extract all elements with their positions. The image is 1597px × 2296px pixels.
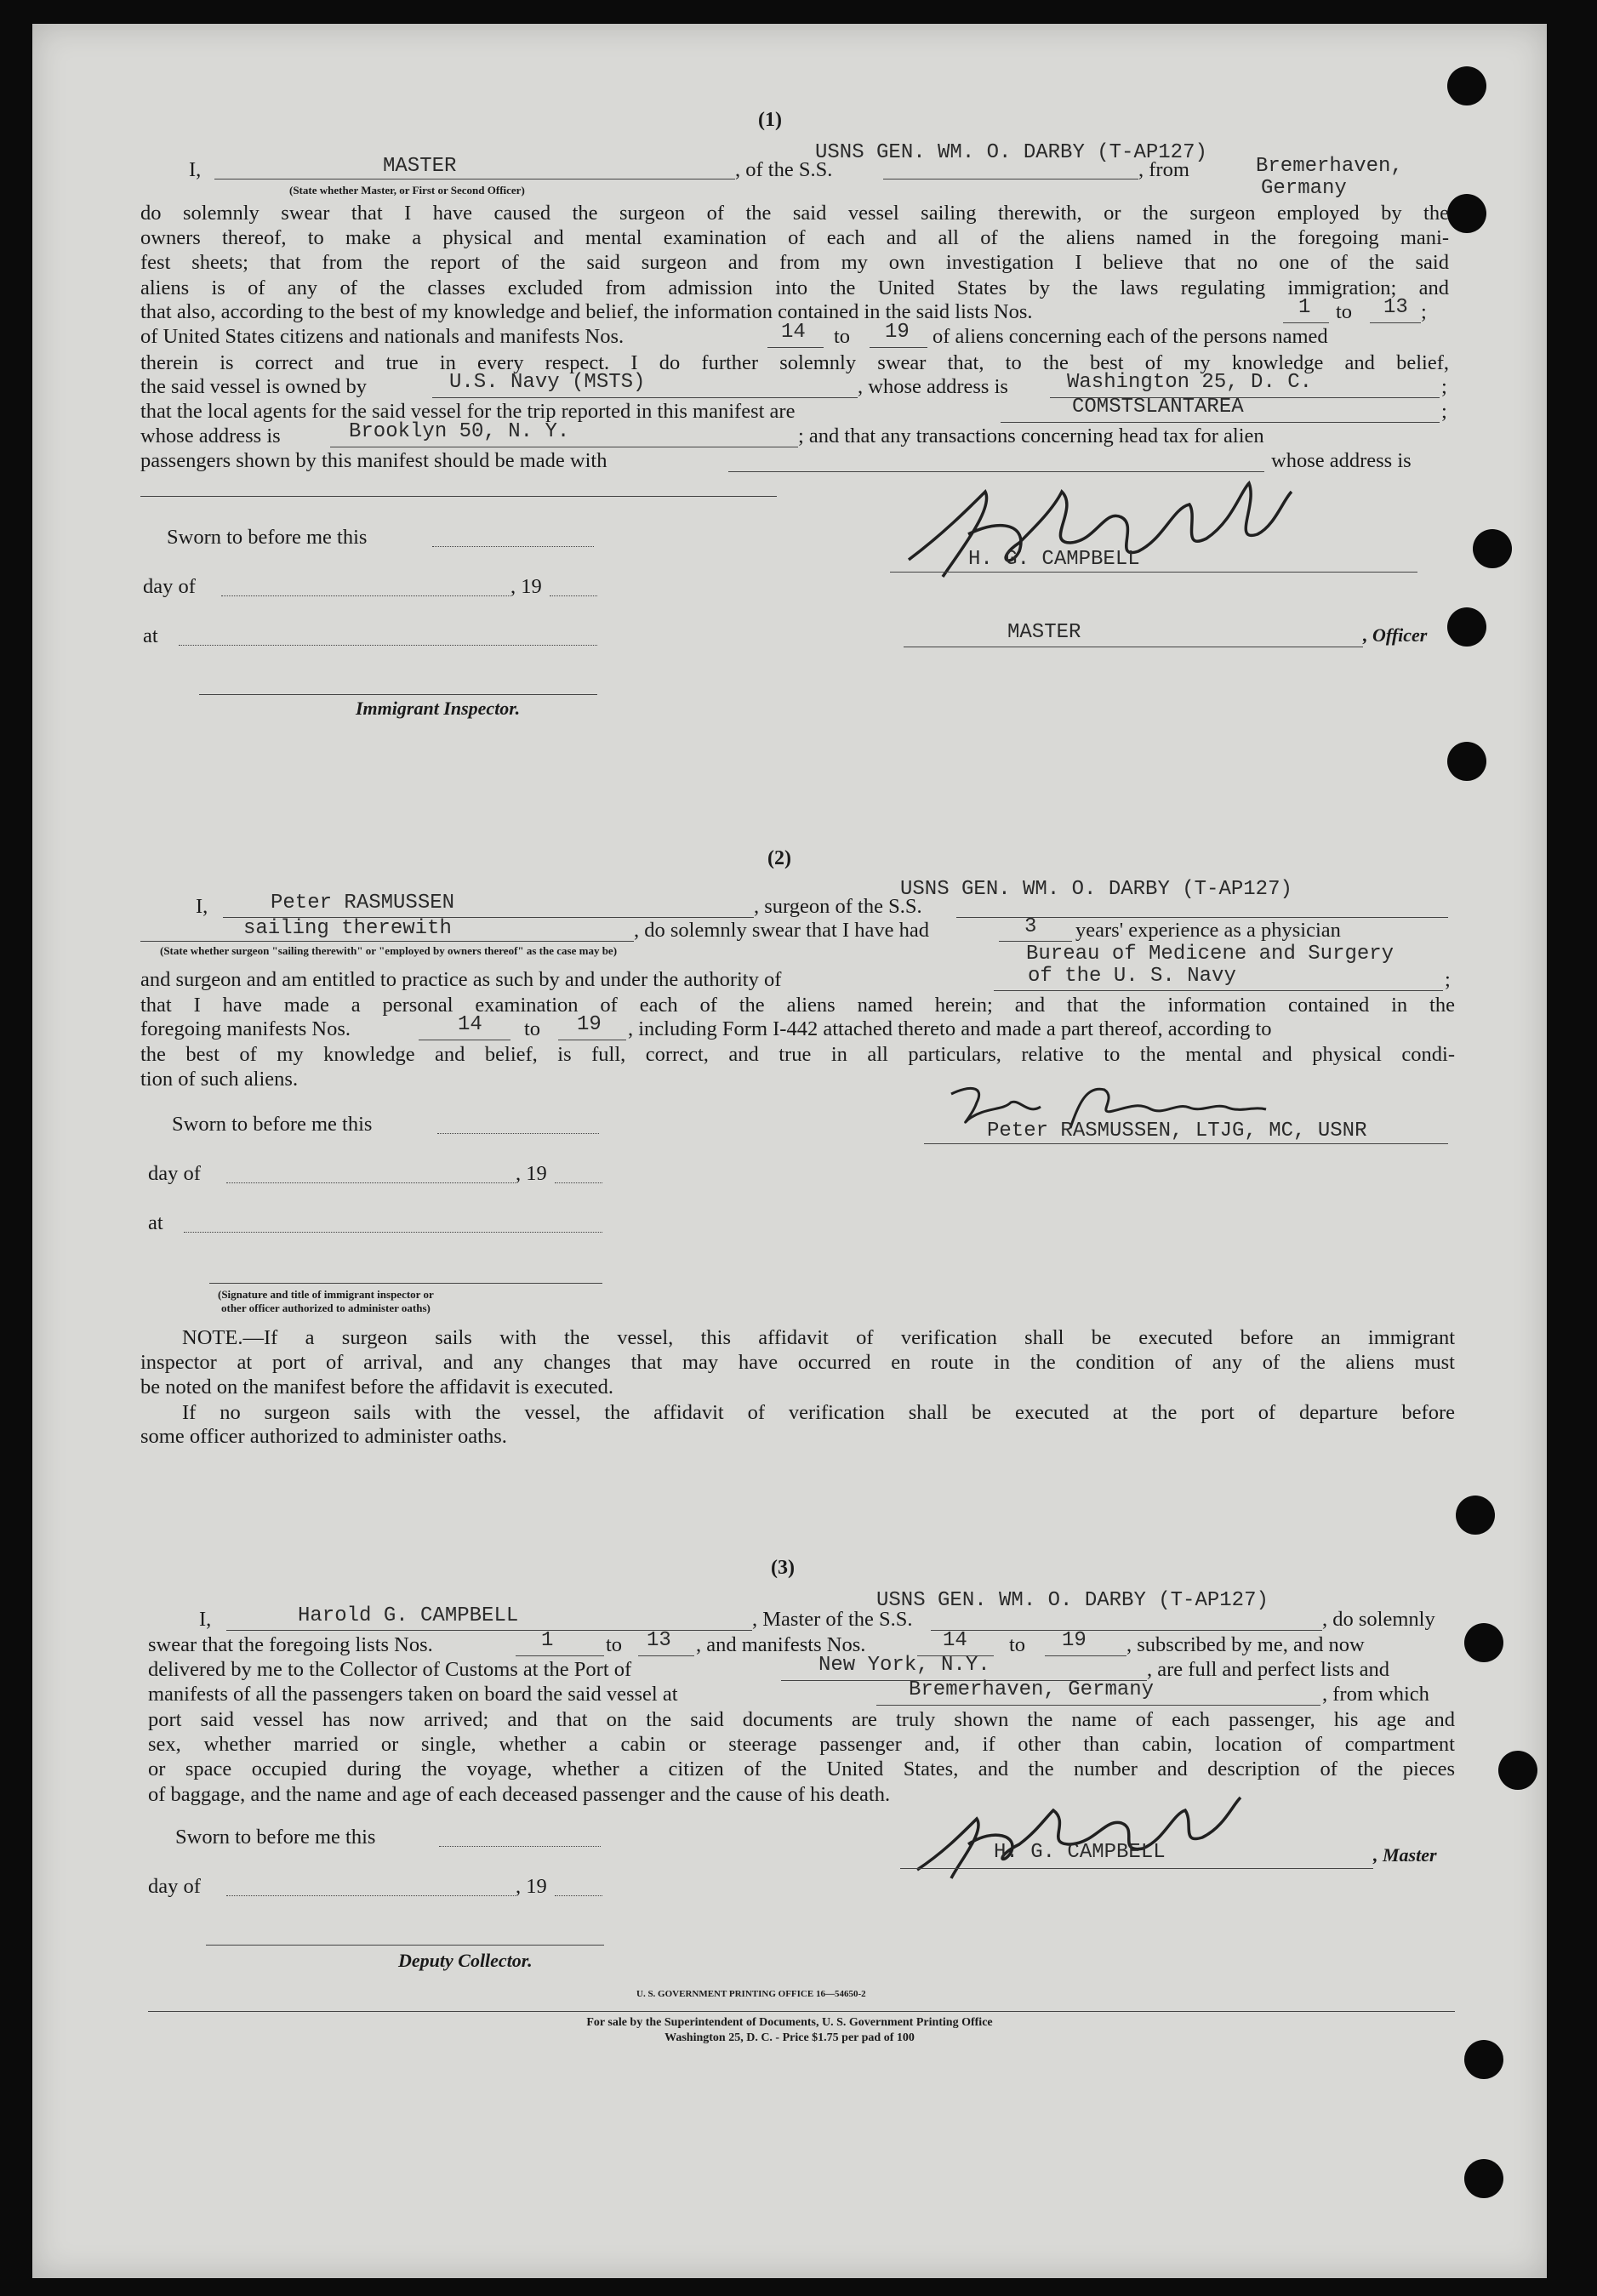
s3-year-label: , 19	[516, 1875, 547, 1898]
s1-year-label: , 19	[510, 575, 542, 598]
s3-master-label: , Master	[1373, 1844, 1437, 1866]
s2-line3a: and surgeon and am entitled to practice as such by and under the authority of	[140, 968, 782, 991]
s1-line6b: of aliens concerning each of the persons named	[933, 325, 1328, 348]
s3-sworn-line	[439, 1846, 601, 1847]
s2-name: Peter RASMUSSEN	[271, 892, 455, 914]
s1-signer-line	[890, 572, 1417, 573]
s2-man-to: 19	[577, 1013, 602, 1036]
punch-hole	[1464, 2040, 1503, 2079]
gpo-imprint: U. S. GOVERNMENT PRINTING OFFICE 16—54650-2	[636, 1989, 866, 1999]
s3-collector-line	[206, 1945, 604, 1946]
punch-hole	[1473, 529, 1512, 568]
s2-authority-2: of the U. S. Navy	[1028, 965, 1236, 988]
s1-inspector-caption: Immigrant Inspector.	[356, 698, 521, 719]
s1-agent: COMSTSLANTAREA	[1072, 396, 1244, 419]
s1-at-line	[179, 645, 597, 646]
s1-sworn-label: Sworn to before me this	[167, 526, 368, 549]
s1-rank-hint: (State whether Master, or First or Second Officer)	[289, 184, 525, 197]
punch-hole	[1456, 1496, 1495, 1535]
s1-body	[140, 201, 1449, 300]
s2-years-line	[999, 941, 1072, 942]
s1-port-1: Bremerhaven,	[1256, 155, 1403, 178]
s2-note2-line: some officer authorized to administer oaths.	[140, 1425, 507, 1448]
s3-line2b: , and manifests Nos.	[696, 1633, 866, 1656]
s3-body-line: of baggage, and the name and age of each deceased passenger and the cause of his death.	[148, 1782, 891, 1806]
s3-day-of-label: day of	[148, 1875, 201, 1898]
s3-departure-port: Bremerhaven, Germany	[909, 1678, 1155, 1701]
s2-semi: ;	[1445, 968, 1451, 991]
s3-body-line: or space occupied during the voyage, whether a citizen of the United States, and the number and description of the pieces	[148, 1758, 1455, 1781]
s2-line4-block	[140, 993, 1455, 1017]
s2-ship-name: USNS GEN. WM. O. DARBY (T-AP127)	[900, 878, 1292, 901]
punch-hole	[1447, 194, 1486, 233]
s1-owner-line	[432, 397, 858, 398]
s3-I: I,	[199, 1608, 212, 1631]
s2-years: 3	[1024, 915, 1037, 938]
s2-sig-caption-1: (Signature and title of immigrant inspector or	[218, 1288, 434, 1301]
punch-hole	[1447, 66, 1486, 105]
s3-man-to: 19	[1062, 1629, 1087, 1652]
section-1-number: (1)	[758, 109, 782, 131]
punch-hole	[1464, 2159, 1503, 2198]
s2-sworn-line	[437, 1133, 599, 1134]
s2-note-cont	[140, 1350, 1455, 1399]
s1-semi-lists: ;	[1421, 300, 1427, 323]
s3-name-line	[226, 1630, 752, 1631]
s1-year-line	[550, 595, 597, 596]
s1-I: I,	[189, 158, 202, 181]
s2-note	[182, 1325, 1455, 1350]
s3-signer: H. G. CAMPBELL	[994, 1841, 1166, 1864]
s3-line3a: delivered by me to the Collector of Customs at the Port of	[148, 1658, 632, 1681]
s1-agent-line	[1001, 422, 1440, 423]
s3-name: Harold G. CAMPBELL	[298, 1604, 519, 1627]
s3-lists-to-line	[638, 1655, 694, 1656]
s3-line2c: , subscribed by me, and now	[1126, 1633, 1365, 1656]
s1-master-signature	[892, 458, 1334, 602]
s3-master-of: , Master of the S.S.	[752, 1608, 913, 1631]
s3-man-to-line	[1045, 1655, 1126, 1656]
s2-day-of-label: day of	[148, 1162, 201, 1185]
s3-line4b: , from which	[1322, 1683, 1429, 1706]
s3-collector-caption: Deputy Collector.	[398, 1950, 533, 1971]
s2-inspector-line	[209, 1283, 602, 1284]
s1-man-to-line	[870, 347, 927, 348]
s2-signer-line	[924, 1143, 1448, 1144]
s1-line11a: passengers shown by this manifest should be made with	[140, 449, 607, 472]
s1-man-from: 14	[781, 321, 806, 344]
s2-at-label: at	[148, 1211, 163, 1234]
s1-lists-from-line	[1283, 322, 1329, 323]
s3-signer-line	[900, 1868, 1373, 1869]
s1-owner: U.S. Navy (MSTS)	[449, 371, 646, 394]
s1-owner-address: Washington 25, D. C.	[1067, 371, 1313, 394]
s1-line8a: the said vessel is owned by	[140, 375, 368, 398]
s1-line6a: of United States citizens and nationals and manifests Nos.	[140, 325, 625, 348]
s3-day-line	[226, 1895, 516, 1896]
s2-at-line	[184, 1232, 602, 1233]
s3-lists-to: 13	[647, 1629, 671, 1652]
s3-body-line: port said vessel has now arrived; and that on the said documents are truly shown the name of each passenger, his age and	[148, 1708, 1455, 1731]
s1-line10b: ; and that any transactions concerning head tax for alien	[798, 424, 1264, 447]
s2-status-line	[140, 941, 634, 942]
s2-day-line	[226, 1182, 516, 1183]
s1-to-2: to	[834, 325, 851, 348]
s1-day-of-label: day of	[143, 575, 196, 598]
s3-to-2: to	[1009, 1633, 1026, 1656]
punch-hole	[1447, 742, 1486, 781]
s2-authority-1: Bureau of Medicene and Surgery	[1026, 943, 1395, 966]
s1-of-the: , of the S.S.	[735, 158, 833, 181]
s1-port-2: Germany	[1261, 177, 1347, 200]
s2-year-line	[555, 1182, 602, 1183]
s2-to: to	[524, 1017, 541, 1040]
s1-lists-from: 1	[1298, 296, 1311, 319]
s2-status-hint: (State whether surgeon "sailing therewith" or "employed by owners thereof" as the case may be)	[160, 944, 618, 957]
s2-line7: tion of such aliens.	[140, 1068, 299, 1091]
s1-line8b: , whose address is	[858, 375, 1008, 398]
s2-signer: Peter RASMUSSEN, LTJG, MC, USNR	[987, 1120, 1367, 1142]
s1-inspector-line	[199, 694, 597, 695]
s1-lists-to-line	[1370, 322, 1421, 323]
s1-man-to: 19	[885, 321, 910, 344]
section-3-number: (3)	[771, 1557, 795, 1579]
s1-line11b: whose address is	[1271, 449, 1412, 472]
s3-line3b: , are full and perfect lists and	[1147, 1658, 1390, 1681]
s1-title: MASTER	[1007, 621, 1081, 644]
s3-dep-port-line	[876, 1705, 1320, 1706]
s2-note-line: be noted on the manifest before the affidavit is executed.	[140, 1376, 614, 1399]
s2-note2-line: If no surgeon sails with the vessel, the affidavit of verification shall be executed at the port of departure before	[182, 1401, 1455, 1424]
s1-lists-to: 13	[1383, 296, 1408, 319]
s2-note-line: inspector at port of arrival, and any changes that may have occurred en route in the condition of any of the aliens must	[140, 1351, 1455, 1374]
s1-body-line: fest sheets; that from the report of the said surgeon and from my own investigation I believe that no one of the said	[140, 251, 1449, 275]
s1-body-line: owners thereof, to make a physical and mental examination of each and all of the aliens named in the foregoing mani-	[140, 226, 1449, 250]
s3-solemnly: , do solemnly	[1322, 1608, 1435, 1631]
s1-rank-value: MASTER	[383, 155, 457, 178]
s2-line6: the best of my knowledge and belief, is full, correct, and true in all particulars, relative to the mental and physical condi-	[140, 1043, 1455, 1066]
s1-agent-address: Brooklyn 50, N. Y.	[349, 420, 570, 443]
s2-line4: that I have made a personal examination of each of the aliens named herein; and that the information contained in the	[140, 994, 1455, 1017]
s2-line2a: , do solemnly swear that I have had	[634, 919, 929, 942]
s1-line9a: that the local agents for the said vessel for the trip reported in this manifest are	[140, 400, 796, 423]
punch-hole	[1498, 1751, 1537, 1790]
s1-ship-name: USNS GEN. WM. O. DARBY (T-AP127)	[815, 141, 1207, 164]
s3-lists-from: 1	[541, 1629, 554, 1652]
s2-note2	[182, 1400, 1455, 1425]
s2-line2b: years' experience as a physician	[1075, 919, 1341, 942]
s2-note-line: NOTE.—If a surgeon sails with the vessel, this affidavit of verification shall be executed before an immigrant	[182, 1326, 1455, 1349]
s2-man-from: 14	[458, 1013, 482, 1036]
s1-day-line	[221, 595, 510, 596]
s1-line5: that also, according to the best of my knowledge and belief, the information contained in the said lists Nos.	[140, 300, 1033, 323]
s1-semi-agent: ;	[1441, 400, 1447, 423]
s1-body-line: aliens is of any of the classes excluded from admission into the United States by the laws regulating immigration; and	[140, 276, 1449, 299]
manifest-page	[32, 24, 1547, 2278]
s2-I: I,	[196, 895, 208, 918]
s3-line4a: manifests of all the passengers taken on board the said vessel at	[148, 1683, 678, 1706]
s1-body-line: do solemnly swear that I have caused the surgeon of the said vessel sailing therewith, or the surgeon employed by the	[140, 202, 1449, 225]
s3-body-line: sex, whether married or single, whether a cabin or steerage passenger and, if other than cabin, location of compartment	[148, 1733, 1455, 1757]
s3-ship-line	[931, 1630, 1322, 1631]
footer-line-1: For sale by the Superintendent of Documents, U. S. Government Printing Office	[586, 2016, 993, 2029]
s1-from: , from	[1138, 158, 1189, 181]
s3-to: to	[606, 1633, 623, 1656]
s1-extra-line	[140, 496, 777, 497]
s3-lists-from-line	[516, 1655, 604, 1656]
s2-status: sailing therewith	[243, 917, 452, 940]
s3-sworn-label: Sworn to before me this	[175, 1826, 376, 1849]
s1-semi: ;	[1441, 375, 1447, 398]
footer-line-2: Washington 25, D. C. - Price $1.75 per pad of 100	[664, 2031, 915, 2044]
s2-sig-caption-2: other officer authorized to administer oaths)	[221, 1302, 431, 1314]
s3-port: New York, N.Y.	[818, 1654, 990, 1677]
s3-ship-name: USNS GEN. WM. O. DARBY (T-AP127)	[876, 1589, 1269, 1612]
s1-to: to	[1336, 300, 1353, 323]
s1-man-from-line	[767, 347, 824, 348]
punch-hole	[1464, 1623, 1503, 1662]
s3-year-line	[555, 1895, 602, 1896]
s2-sworn-label: Sworn to before me this	[172, 1113, 373, 1136]
s1-line7: therein is correct and true in every respect. I do further solemnly swear that, to the best of my knowledge and belief,	[140, 351, 1449, 374]
s2-year-label: , 19	[516, 1162, 547, 1185]
s3-man-from: 14	[943, 1629, 967, 1652]
s1-sworn-line	[432, 546, 594, 547]
s3-line2a: swear that the foregoing lists Nos.	[148, 1633, 433, 1656]
footer-rule	[148, 2011, 1455, 2012]
s2-surgeon-of: , surgeon of the S.S.	[754, 895, 922, 918]
s1-signer: H. G. CAMPBELL	[968, 548, 1140, 571]
section-2-number: (2)	[767, 847, 791, 869]
s2-authority-line	[994, 990, 1443, 991]
s2-line5a: foregoing manifests Nos.	[140, 1017, 351, 1040]
s1-officer-label: , Officer	[1363, 624, 1428, 646]
s2-line5b: , including Form I-442 attached thereto and made a part thereof, according to	[628, 1017, 1272, 1040]
s1-at-label: at	[143, 624, 158, 647]
s1-line10a: whose address is	[140, 424, 281, 447]
punch-hole	[1447, 607, 1486, 647]
